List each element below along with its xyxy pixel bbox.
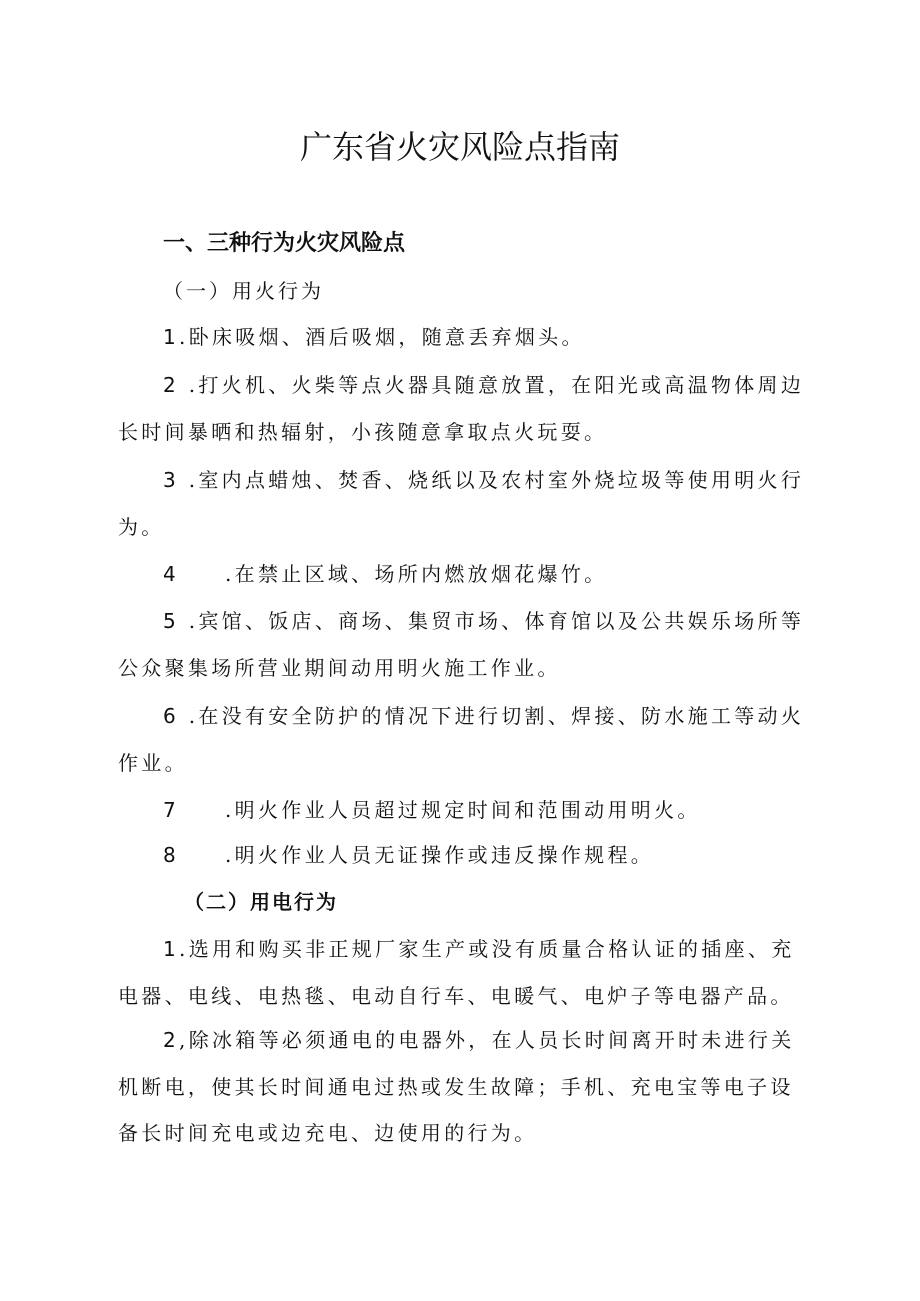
list-item-continuation: 长时间暴晒和热辐射，小孩随意拿取点火玩耍。	[118, 420, 608, 444]
item-text: 除冰箱等必须通电的电器外，在人员长时间离开时未进行关	[188, 1028, 795, 1052]
list-item-continuation: 电器、电线、电热毯、电动自行车、电暖气、电炉子等电器产品。	[118, 984, 794, 1008]
item-text: 明火作业人员无证操作或违反操作规程。	[234, 843, 655, 867]
document-title: 广东省火灾风险点指南	[299, 128, 620, 166]
list-item: 2 .打火机、火柴等点火器具随意放置，在阳光或高温物体周边	[163, 373, 805, 397]
item-number: 7	[163, 798, 180, 822]
item-number: 6	[163, 704, 180, 728]
item-number: 5	[163, 609, 180, 633]
list-item-continuation: 备长时间充电或边充电、边使用的行为。	[118, 1121, 538, 1145]
item-number: 2	[163, 373, 180, 397]
item-number: 1	[163, 325, 180, 349]
list-item-continuation: 为。	[118, 515, 165, 539]
item-text: 选用和购买非正规厂家生产或没有质量合格认证的插座、充	[188, 937, 795, 961]
list-item: 8 .明火作业人员无证操作或违反操作规程。	[163, 843, 655, 867]
list-item: 3 .室内点蜡烛、焚香、烧纸以及农村室外烧垃圾等使用明火行	[163, 468, 805, 492]
list-item: 6 .在没有安全防护的情况下进行切割、焊接、防水施工等动火	[163, 704, 805, 728]
item-number: 8	[163, 843, 180, 867]
section-heading: 一、三种行为火灾风险点	[163, 231, 406, 256]
item-text: 室内点蜡烛、焚香、烧纸以及农村室外烧垃圾等使用明火行	[198, 468, 805, 492]
item-number: 4	[163, 562, 180, 586]
list-item: 1.卧床吸烟、酒后吸烟，随意丢弃烟头。	[163, 325, 585, 349]
list-item: 4 .在禁止区域、场所内燃放烟花爆竹。	[163, 562, 608, 586]
list-item-continuation: 机断电，使其长时间通电过热或发生故障；手机、充电宝等电子设	[118, 1075, 794, 1099]
item-text: 卧床吸烟、酒后吸烟，随意丢弃烟头。	[188, 325, 585, 349]
item-number: 2	[163, 1028, 180, 1052]
subsection-heading-fire-use: （一）用火行为	[163, 279, 324, 303]
list-item-continuation: 公众聚集场所营业期间动用明火施工作业。	[118, 656, 561, 680]
item-number: 1	[163, 937, 180, 961]
list-item: 5 .宾馆、饭店、商场、集贸市场、体育馆以及公共娱乐场所等	[163, 609, 805, 633]
list-item: 1.选用和购买非正规厂家生产或没有质量合格认证的插座、充	[163, 937, 795, 961]
subsection-heading-electricity-use: （二）用电行为	[184, 890, 338, 914]
item-text: 宾馆、饭店、商场、集贸市场、体育馆以及公共娱乐场所等	[198, 609, 805, 633]
list-item: 7 .明火作业人员超过规定时间和范围动用明火。	[163, 798, 701, 822]
item-text: 在禁止区域、场所内燃放烟花爆竹。	[234, 562, 608, 586]
item-text: 打火机、火柴等点火器具随意放置，在阳光或高温物体周边	[198, 373, 805, 397]
item-text: 明火作业人员超过规定时间和范围动用明火。	[234, 798, 701, 822]
item-number: 3	[163, 468, 180, 492]
list-item-continuation: 作业。	[118, 751, 188, 775]
item-text: 在没有安全防护的情况下进行切割、焊接、防水施工等动火	[198, 704, 805, 728]
list-item: 2,除冰箱等必须通电的电器外，在人员长时间离开时未进行关	[163, 1028, 795, 1052]
